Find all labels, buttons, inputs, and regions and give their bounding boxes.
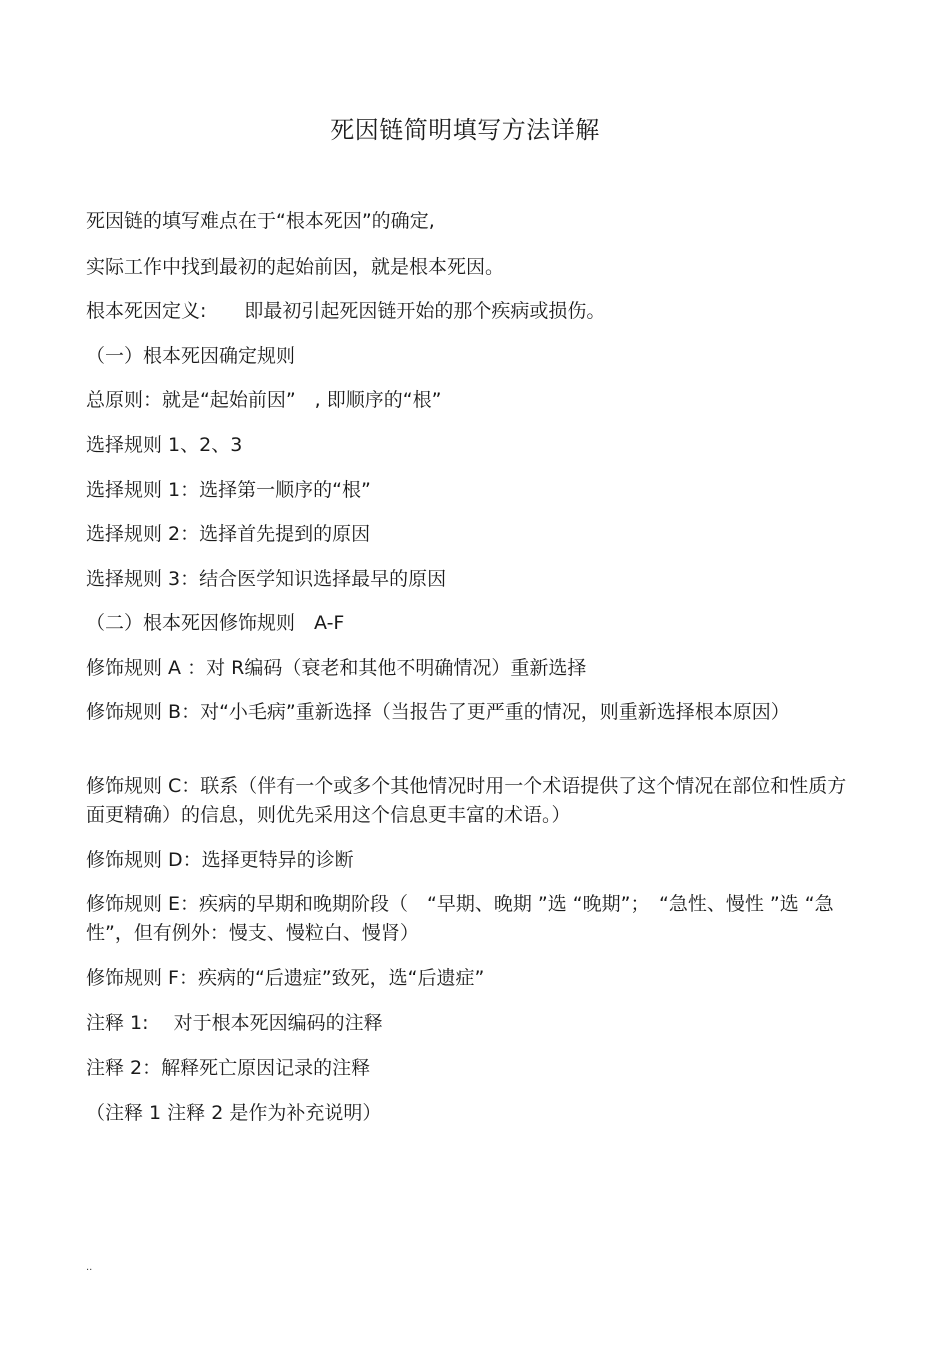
paragraph-modification-a: 修饰规则 A ：对 R编码（衰老和其他不明确情况）重新选择 — [86, 657, 587, 679]
paragraph-modification-e: 修饰规则 E：疾病的早期和晚期阶段（ “早期、晚期 ”选 “晚期”； “急性、慢性 ”选 “急性”，但有例外：慢支、慢粒白、慢肾） — [86, 893, 834, 944]
section-heading-modification: （二）根本死因修饰规则 A-F — [86, 612, 345, 634]
paragraph-selection-rule-2: 选择规则 2：选择首先提到的原因 — [86, 523, 371, 545]
paragraph-note-supplement: （注释 1 注释 2 是作为补充说明） — [86, 1102, 382, 1124]
paragraph-definition: 根本死因定义: 即最初引起死因链开始的那个疾病或损伤。 — [86, 300, 606, 322]
paragraph-selection-rules: 选择规则 1、2、3 — [86, 434, 243, 456]
paragraph-note-2: 注释 2：解释死亡原因记录的注释 — [86, 1057, 371, 1079]
paragraph-modification-f: 修饰规则 F：疾病的“后遗症”致死，选“后遗症” — [86, 967, 485, 989]
paragraph-modification-c: 修饰规则 C：联系（伴有一个或多个其他情况时用一个术语提供了这个情况在部位和性质方面更精确）的信息，则优先采用这个信息更丰富的术语。） — [86, 775, 847, 826]
paragraph-modification-d: 修饰规则 D：选择更特异的诊断 — [86, 849, 354, 871]
paragraph-selection-rule-1: 选择规则 1：选择第一顺序的“根” — [86, 479, 371, 501]
paragraph-selection-rule-3: 选择规则 3：结合医学知识选择最早的原因 — [86, 568, 447, 590]
section-heading-rules: （一）根本死因确定规则 — [86, 345, 296, 367]
paragraph-note-1: 注释 1: 对于根本死因编码的注释 — [86, 1012, 383, 1034]
paragraph-general-principle: 总原则：就是“起始前因” , 即顺序的“根” — [86, 389, 442, 411]
page-title: 死因链简明填写方法详解 — [330, 116, 600, 144]
paragraph-intro: 死因链的填写难点在于“根本死因”的确定, — [86, 210, 435, 232]
paragraph-practice: 实际工作中找到最初的起始前因，就是根本死因。 — [86, 256, 505, 278]
paragraph-modification-b: 修饰规则 B：对“小毛病”重新选择（当报告了更严重的情况，则重新选择根本原因） — [86, 701, 790, 723]
footer-mark: .. — [86, 1262, 93, 1273]
